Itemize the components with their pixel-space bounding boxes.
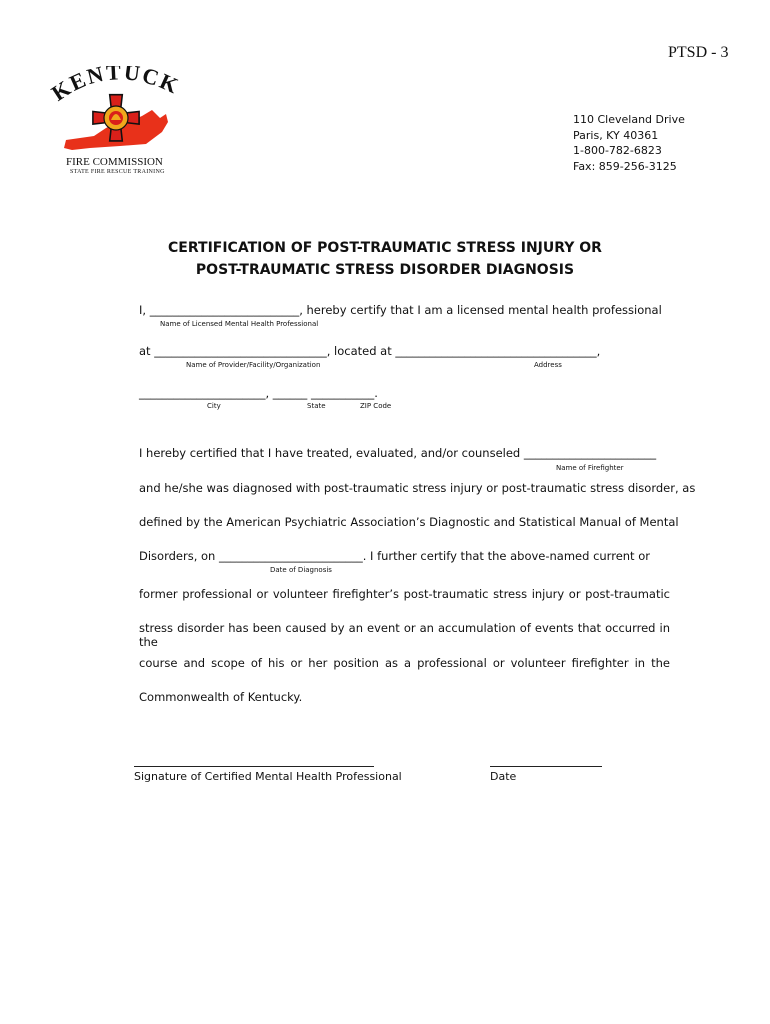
logo-org-line2: STATE FIRE RESCUE TRAINING bbox=[70, 169, 165, 175]
caption-city: City bbox=[207, 402, 221, 410]
signature-line[interactable] bbox=[134, 766, 374, 767]
body-line-6: stress disorder has been caused by an event or an accumulation of events that occurred in the bbox=[139, 621, 670, 649]
caption-zip: ZIP Code bbox=[360, 402, 392, 410]
body-line-8: Commonwealth of Kentucky. bbox=[139, 690, 303, 704]
address-street: 110 Cleveland Drive bbox=[573, 113, 685, 126]
caption-professional-name: Name of Licensed Mental Health Professional bbox=[160, 320, 319, 328]
caption-state: State bbox=[307, 402, 326, 410]
address-fax: Fax: 859-256-3125 bbox=[573, 159, 677, 173]
logo-org-line1: FIRE COMMISSION bbox=[66, 156, 163, 168]
title-line1: CERTIFICATION OF POST-TRAUMATIC STRESS INJURY OR bbox=[168, 240, 602, 256]
professional-name-line[interactable]: I, __________________________, hereby certify that I am a licensed mental health professional bbox=[139, 303, 662, 317]
form-code: PTSD - 3 bbox=[668, 44, 729, 61]
document-title bbox=[0, 237, 770, 281]
diagnosis-date-line[interactable]: Disorders, on _________________________. I further certify that the above-named current or bbox=[139, 549, 650, 563]
provider-address-line[interactable]: at ______________________________, located at ___________________________________, bbox=[139, 344, 601, 358]
signature-label: Signature of Certified Mental Health Professional bbox=[134, 770, 402, 783]
address-city: Paris, KY 40361 bbox=[573, 128, 659, 142]
address-block bbox=[573, 112, 685, 174]
date-label: Date bbox=[490, 770, 517, 783]
title-line2: POST-TRAUMATIC STRESS DISORDER DIAGNOSIS bbox=[195, 262, 575, 278]
date-line[interactable] bbox=[490, 766, 602, 767]
svg-text:KENTUCKY: ENTUCK bbox=[65, 66, 182, 99]
fire-commission-emblem-icon bbox=[50, 66, 182, 178]
caption-provider: Name of Provider/Facility/Organization bbox=[186, 361, 321, 369]
body-line-7: course and scope of his or her position as a professional or volunteer firefighter in the bbox=[139, 656, 670, 670]
body-line-3: defined by the American Psychiatric Association’s Diagnostic and Statistical Manual of Mental bbox=[139, 515, 679, 529]
caption-firefighter: Name of Firefighter bbox=[556, 464, 624, 472]
city-state-zip-line[interactable]: ______________________, ______ ___________. bbox=[139, 386, 378, 400]
caption-address: Address bbox=[534, 361, 562, 369]
firefighter-name-line[interactable]: I hereby certified that I have treated, evaluated, and/or counseled _______________________ bbox=[139, 446, 657, 460]
kentucky-fire-commission-logo bbox=[50, 66, 182, 178]
caption-date-diagnosis: Date of Diagnosis bbox=[270, 566, 332, 574]
body-line-5: former professional or volunteer firefighter’s post-traumatic stress injury or post-traumatic bbox=[139, 587, 670, 601]
address-phone: 1-800-782-6823 bbox=[573, 144, 662, 157]
body-line-2: and he/she was diagnosed with post-traumatic stress injury or post-traumatic stress disorder, as bbox=[139, 481, 696, 495]
